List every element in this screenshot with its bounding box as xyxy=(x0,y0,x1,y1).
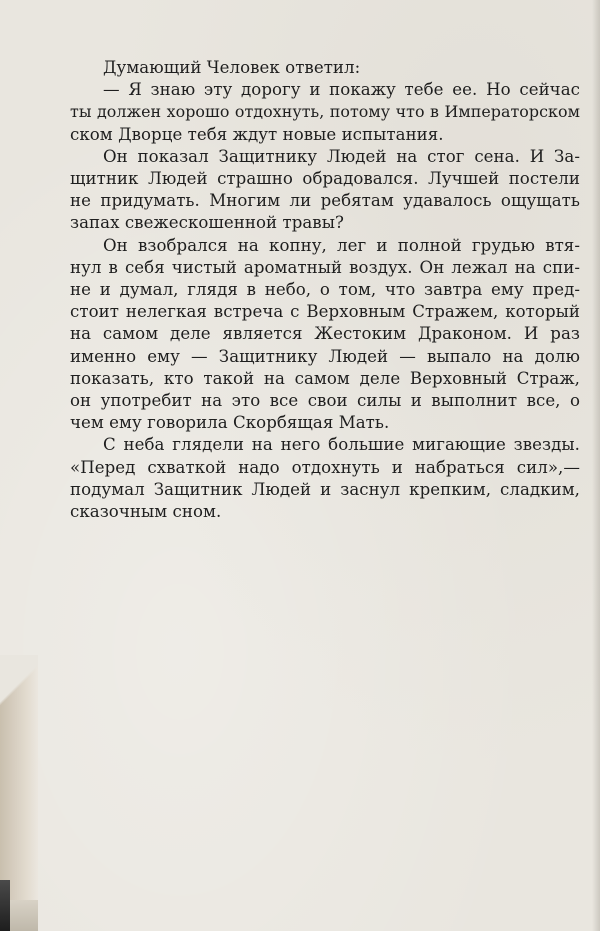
text-line: подумал Защитник Людей и заснул крепким, сладким, xyxy=(70,479,580,499)
text-line: щитник Людей страшно обрадовался. Лучшей постели xyxy=(70,169,580,189)
text-line: стоит нелегкая встреча с Верховным Стражем, который xyxy=(70,302,580,322)
paragraph-2 xyxy=(70,79,580,146)
text-line: показать, кто такой на самом деле Верховный Страж, xyxy=(70,368,580,388)
scan-binding-shadow xyxy=(0,880,10,931)
text-line: чем ему говорила Скорбящая Мать. xyxy=(70,413,390,433)
text-line: нул в себя чистый ароматный воздух. Он лежал на спи- xyxy=(70,257,580,277)
text-line: «Перед схваткой надо отдохнуть и набраться сил»,— xyxy=(70,457,580,477)
body-text xyxy=(70,57,580,523)
text-line: — Я знаю эту дорогу и покажу тебе ее. Но сейчас xyxy=(103,80,580,100)
text-line: сказочным сном. xyxy=(70,502,222,522)
text-line: Он показал Защитнику Людей на стог сена. И За- xyxy=(103,146,580,166)
book-cover-edge xyxy=(10,900,38,931)
text-line: ты должен хорошо отдохнуть, потому что в Императорском xyxy=(70,102,580,122)
paragraph-5 xyxy=(70,434,580,523)
text-line: на самом деле является Жестоким Драконом. И раз xyxy=(70,324,580,344)
paragraph-1 xyxy=(70,57,580,79)
page-right-edge-shadow xyxy=(592,0,600,931)
text-line: С неба глядели на него большие мигающие звезды. xyxy=(103,435,580,455)
paragraph-4 xyxy=(70,235,580,435)
text-line: не и думал, глядя в небо, о том, что завтра ему пред- xyxy=(70,280,580,300)
text-line: Думающий Человек ответил: xyxy=(103,58,361,77)
text-line: Он взобрался на копну, лег и полной грудью втя- xyxy=(103,235,580,255)
text-line: не придумать. Многим ли ребятам удавалось ощущать xyxy=(70,191,580,211)
text-line: запах свежескошенной травы? xyxy=(70,213,344,233)
text-line: ском Дворце тебя ждут новые испытания. xyxy=(70,124,444,144)
text-line: он употребит на это все свои силы и выполнит все, о xyxy=(70,391,580,411)
text-line: именно ему — Защитнику Людей — выпало на долю xyxy=(70,346,580,366)
paragraph-3 xyxy=(70,146,580,235)
